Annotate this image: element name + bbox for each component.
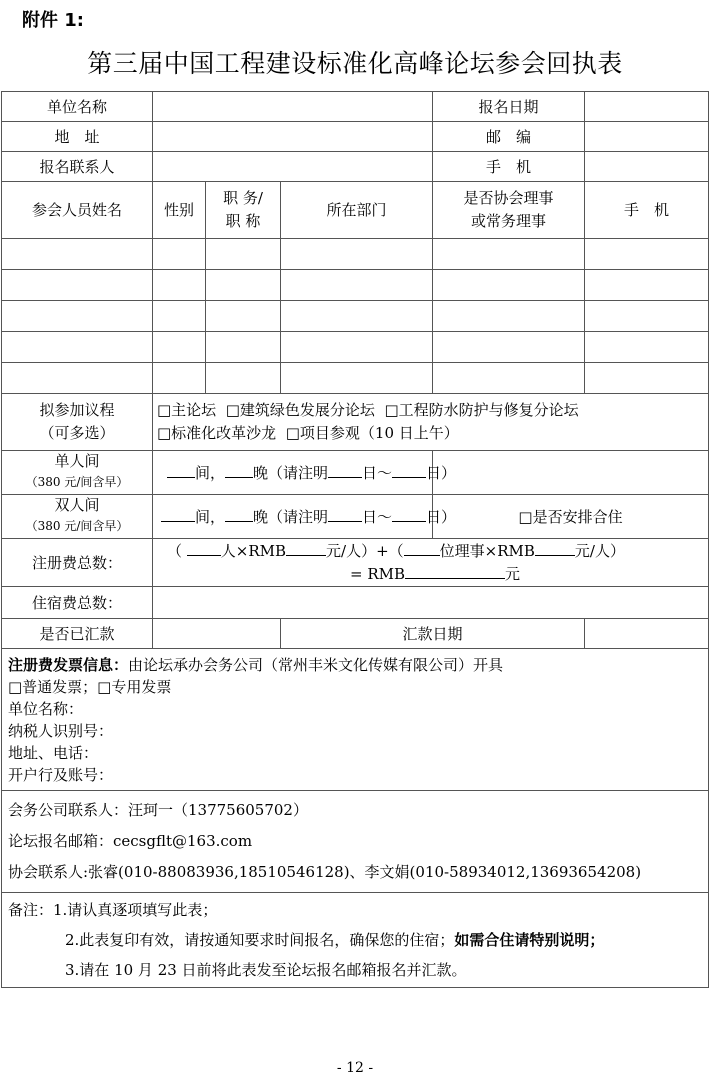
day-to-unit: 日） (426, 463, 457, 482)
invoice-text: 由论坛承办会务公司（常州丰米文化传媒有限公司）开具 (128, 655, 504, 674)
double-from-day-blank[interactable] (328, 507, 362, 522)
agenda-main-forum-checkbox[interactable]: □主论坛 (157, 401, 217, 419)
form-title: 第三届中国工程建设标准化高峰论坛参会回执表 (87, 49, 623, 78)
council-cell[interactable] (433, 270, 585, 301)
fee-open-paren: （ (167, 541, 183, 560)
registration-fee-formula (153, 539, 709, 587)
gender-cell[interactable] (153, 332, 206, 363)
position-cell[interactable] (206, 332, 281, 363)
council-header-line2: 或常务理事 (470, 212, 546, 230)
attendee-name-cell[interactable] (2, 301, 153, 332)
company-contact: 会务公司联系人：汪珂一（13775605702） (8, 801, 308, 819)
council-cell[interactable] (433, 301, 585, 332)
address-label: 地 址 (2, 122, 153, 152)
fee-directors-text: 位理事×RMB (439, 541, 535, 560)
accommodation-total-label: 住宿费总数： (2, 587, 153, 619)
department-cell[interactable] (281, 363, 433, 394)
mobile-cell[interactable] (585, 301, 709, 332)
register-date-field[interactable] (585, 92, 709, 122)
mobile-field[interactable] (585, 152, 709, 182)
accommodation-fee-row (2, 587, 709, 619)
invoice-tax-id[interactable]: 纳税人识别号： (8, 721, 114, 740)
postcode-label: 邮 编 (433, 122, 585, 152)
attendee-name-cell[interactable] (2, 363, 153, 394)
position-cell[interactable] (206, 301, 281, 332)
notes-info (2, 893, 709, 988)
attendee-name-cell[interactable] (2, 332, 153, 363)
council-cell[interactable] (433, 332, 585, 363)
attendee-header-row (2, 182, 709, 239)
agenda-green-building-checkbox[interactable]: □建筑绿色发展分论坛 (225, 401, 375, 419)
contact-label: 报名联系人 (2, 152, 153, 182)
double-to-day-blank[interactable] (392, 507, 426, 522)
invoice-label: 注册费发票信息： (8, 655, 129, 674)
people-count-blank[interactable] (187, 541, 221, 556)
register-date-label: 报名日期 (433, 92, 585, 122)
page-number: - 12 - (336, 1060, 374, 1076)
attendee-row (2, 270, 709, 301)
single-to-day-blank[interactable] (392, 463, 426, 478)
day-to-unit: 日） (426, 507, 457, 526)
attendee-name-cell[interactable] (2, 239, 153, 270)
unit-name-field[interactable] (153, 92, 433, 122)
single-room-price: （380 元/间含早） (25, 475, 129, 489)
single-room-entry (153, 451, 457, 495)
fee-per-person2-text: 元/人） (574, 541, 625, 560)
remit-date-label: 汇款日期 (281, 619, 585, 649)
attendee-row (2, 363, 709, 394)
contacts-row (2, 791, 709, 893)
position-header-line2: 职 称 (225, 212, 261, 230)
remit-date-field[interactable] (585, 619, 709, 649)
department-cell[interactable] (281, 270, 433, 301)
invoice-bank-account[interactable]: 开户行及账号： (8, 765, 114, 784)
registration-fee-row (2, 539, 709, 587)
attendee-name-cell[interactable] (2, 270, 153, 301)
invoice-info (2, 649, 709, 791)
double-room-price: （380 元/间含早） (25, 519, 129, 533)
note-3: 3.请在 10 月 23 日前将此表发至论坛报名邮箱报名并汇款。 (65, 961, 467, 979)
invoice-unit-name[interactable]: 单位名称： (8, 699, 84, 718)
single-room-label (2, 451, 153, 495)
share-room-checkbox[interactable]: □是否安排合住 (433, 495, 709, 539)
registration-form-table (1, 91, 709, 988)
note-1: 备注：1.请认真逐项填写此表； (8, 901, 218, 919)
mobile-cell[interactable] (585, 363, 709, 394)
invoice-address-phone[interactable]: 地址、电话： (8, 743, 99, 762)
attendee-row (2, 332, 709, 363)
association-contact: 协会联系人:张睿(010-88083936,18510546128)、李文娟(010-58934012,13693654208) (8, 863, 642, 881)
agenda-label-line2: （可多选） (39, 424, 115, 442)
single-rooms-blank[interactable] (167, 463, 195, 478)
position-cell[interactable] (206, 363, 281, 394)
double-room-entry (153, 495, 457, 539)
agenda-waterproof-checkbox[interactable]: □工程防水防护与修复分论坛 (384, 401, 579, 419)
attendee-name-header: 参会人员姓名 (2, 182, 153, 239)
single-from-day-blank[interactable] (328, 463, 362, 478)
note-2-text: 2.此表复印有效，请按通知要求时间报名，确保您的住宿； (65, 931, 455, 949)
agenda-label (2, 394, 153, 451)
invoice-row (2, 649, 709, 791)
row-unit (2, 92, 709, 122)
row-contact (2, 152, 709, 182)
registration-total-label: 注册费总数： (2, 539, 153, 587)
council-header-line1: 是否协会理事 (463, 189, 554, 207)
fee-total-blank[interactable] (405, 564, 505, 579)
agenda-row (2, 394, 709, 451)
gender-cell[interactable] (153, 363, 206, 394)
day-from-unit: 日～ (362, 507, 393, 526)
invoice-type-checkboxes[interactable]: □普通发票；□专用发票 (8, 677, 172, 696)
notes-row (2, 893, 709, 988)
row-address (2, 122, 709, 152)
department-cell[interactable] (281, 332, 433, 363)
double-room-label (2, 495, 153, 539)
department-header: 所在部门 (281, 182, 433, 239)
attachment-label: 附件 1: (22, 10, 84, 31)
fee-yuan-text: 元 (505, 564, 521, 583)
postcode-field[interactable] (585, 122, 709, 152)
mobile-header: 手 机 (585, 182, 709, 239)
mobile-cell[interactable] (585, 239, 709, 270)
paid-field[interactable] (153, 619, 281, 649)
forum-email: 论坛报名邮箱：cecsgflt@163.com (8, 832, 253, 850)
gender-cell[interactable] (153, 270, 206, 301)
fee-people-text: 人×RMB (220, 541, 287, 560)
director-fee-blank[interactable] (535, 541, 575, 556)
single-room-title: 单人间 (54, 452, 100, 470)
per-person-fee-blank[interactable] (286, 541, 326, 556)
position-header (206, 182, 281, 239)
double-rooms-blank[interactable] (161, 507, 195, 522)
single-nights-blank[interactable] (225, 463, 253, 478)
address-field[interactable] (153, 122, 433, 152)
director-count-blank[interactable] (404, 541, 440, 556)
contacts-info (2, 791, 709, 893)
paid-label: 是否已汇款 (2, 619, 153, 649)
position-header-line1: 职 务/ (223, 189, 263, 207)
nights-unit: 晚（请注明 (253, 507, 329, 526)
day-from-unit: 日～ (362, 463, 393, 482)
double-room-row (2, 495, 709, 539)
agenda-site-visit-checkbox[interactable]: □项目参观（10 日上午） (285, 424, 459, 442)
position-cell[interactable] (206, 270, 281, 301)
rooms-unit: 间， (195, 463, 226, 482)
payment-row (2, 619, 709, 649)
double-nights-blank[interactable] (225, 507, 253, 522)
fee-equals-text: = RMB (350, 564, 406, 583)
mobile-label: 手 机 (433, 152, 585, 182)
double-room-title: 双人间 (54, 496, 100, 514)
department-cell[interactable] (281, 239, 433, 270)
note-2 (8, 925, 702, 955)
accommodation-total-field[interactable] (153, 587, 709, 619)
fee-per-person-text: 元/人）+（ (326, 541, 404, 560)
council-header (433, 182, 585, 239)
gender-cell[interactable] (153, 301, 206, 332)
council-cell[interactable] (433, 363, 585, 394)
position-cell[interactable] (206, 239, 281, 270)
mobile-cell[interactable] (585, 270, 709, 301)
agenda-options (153, 394, 709, 451)
unit-name-label: 单位名称 (2, 92, 153, 122)
gender-cell[interactable] (153, 239, 206, 270)
contact-field[interactable] (153, 152, 433, 182)
note-2-emphasis: 如需合住请特别说明； (454, 931, 605, 949)
gender-header: 性别 (153, 182, 206, 239)
department-cell[interactable] (281, 301, 433, 332)
agenda-salon-checkbox[interactable]: □标准化改革沙龙 (157, 424, 277, 442)
single-room-extra (433, 451, 709, 495)
agenda-label-line1: 拟参加议程 (39, 401, 115, 419)
mobile-cell[interactable] (585, 332, 709, 363)
attendee-row (2, 239, 709, 270)
council-cell[interactable] (433, 239, 585, 270)
nights-unit: 晚（请注明 (253, 463, 329, 482)
rooms-unit: 间， (195, 507, 226, 526)
single-room-row (2, 451, 709, 495)
attendee-row (2, 301, 709, 332)
